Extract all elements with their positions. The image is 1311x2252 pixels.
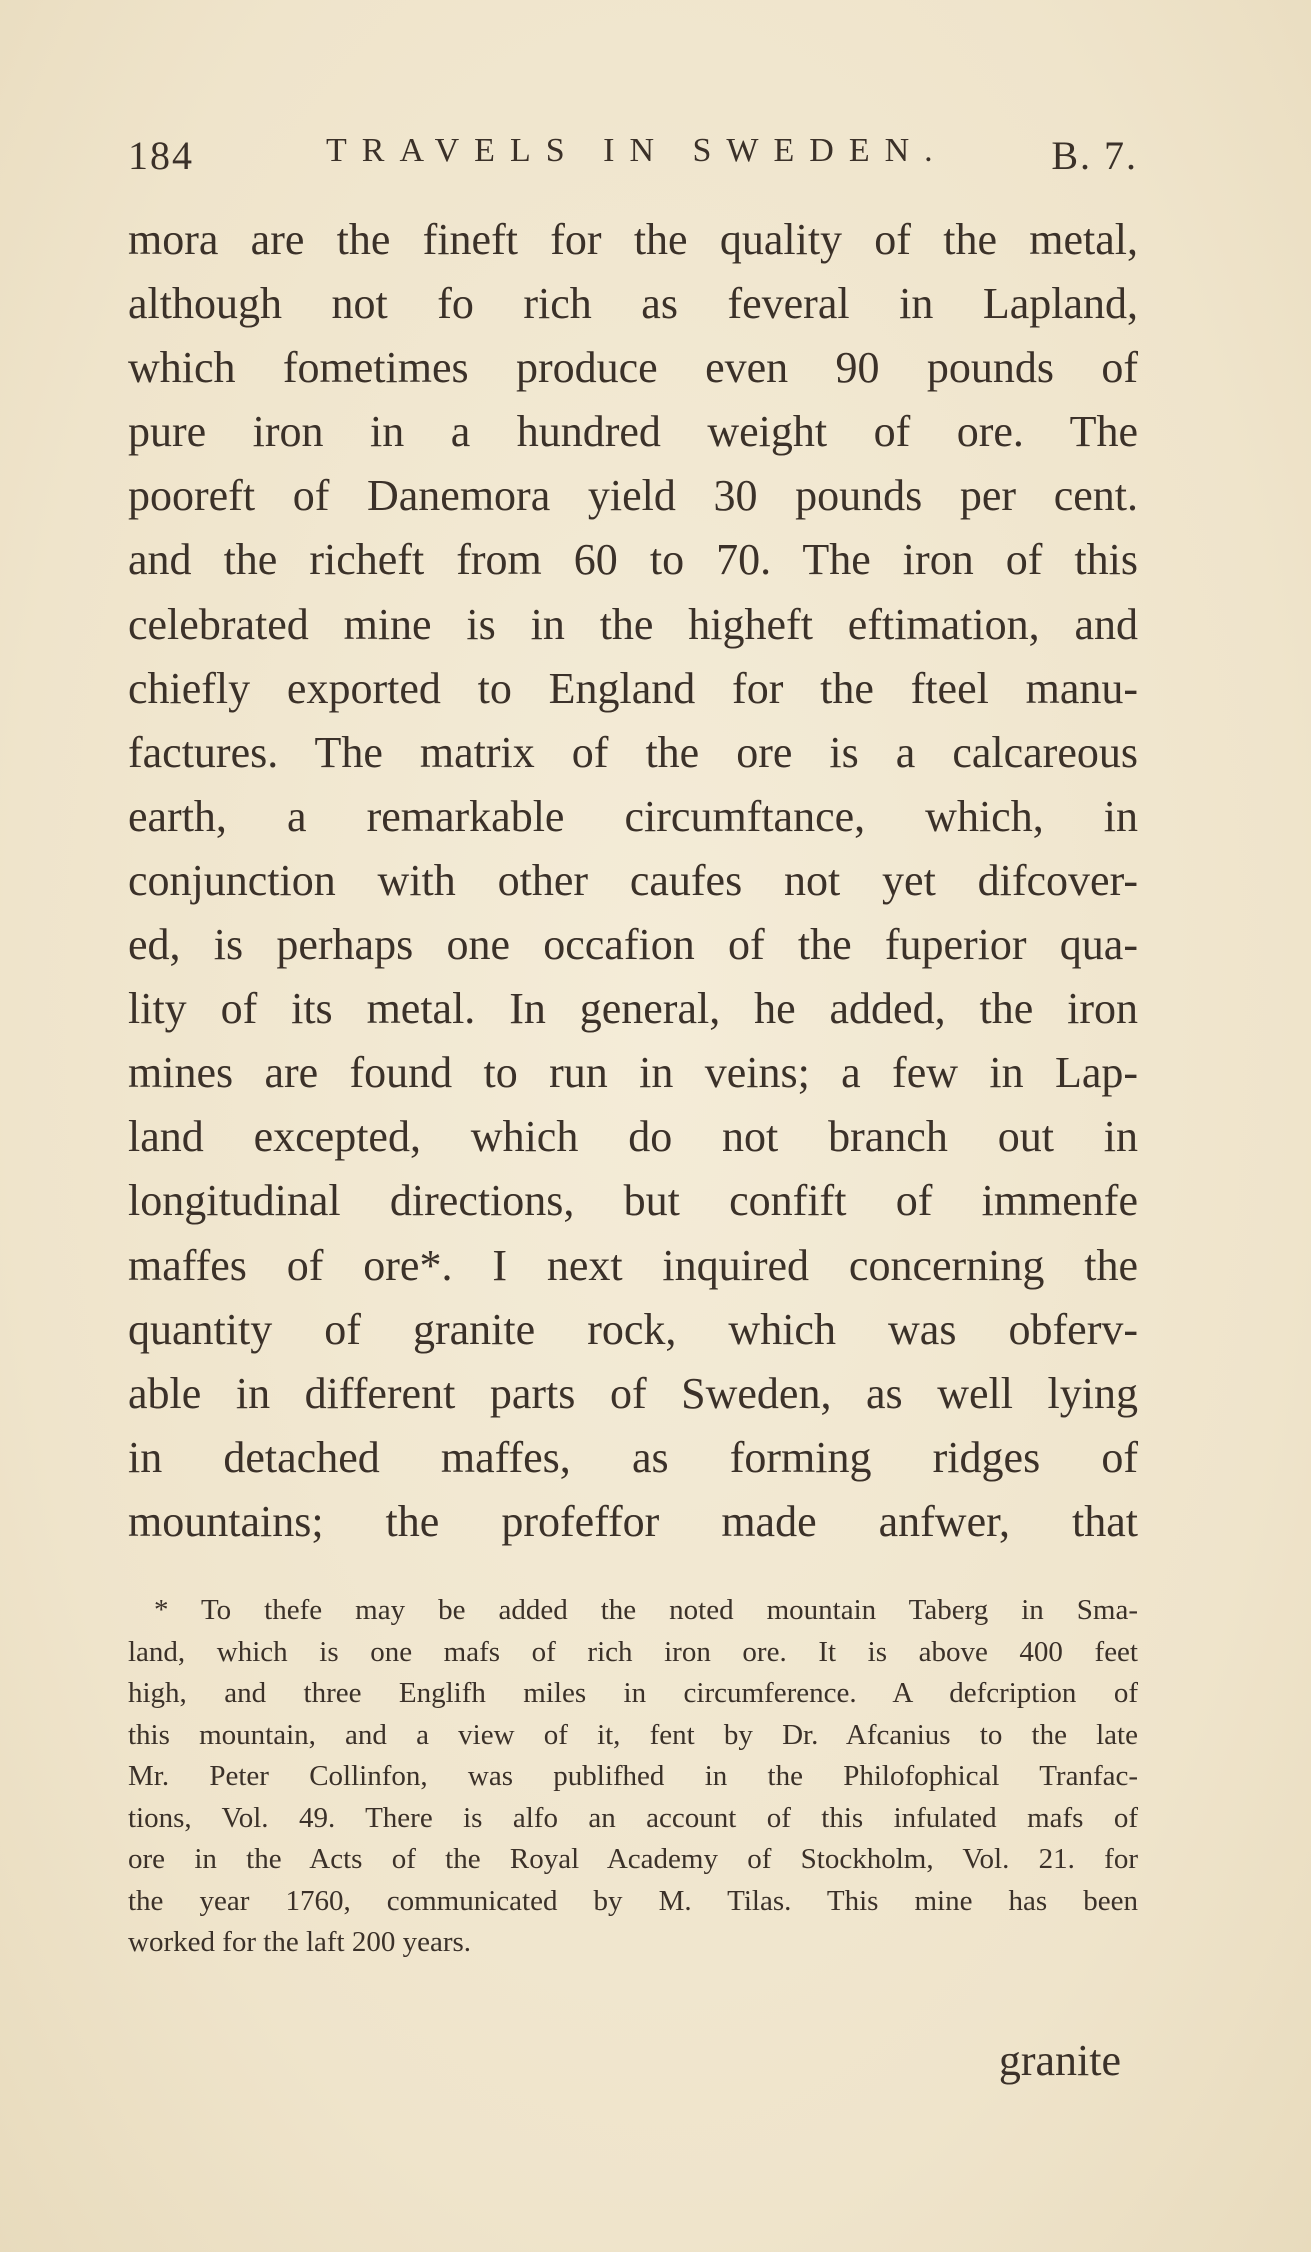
footnote-line: * To thefe may be added the noted mountain Taberg in Sma- [154, 1594, 1138, 1626]
footnote-line: ore in the Acts of the Royal Academy of Stockholm, Vol. 21. for [128, 1843, 1138, 1875]
text-line: celebrated mine is in the higheft eftimation, and [128, 599, 1138, 649]
footnote-line: worked for the laft 200 years. [128, 1926, 472, 1958]
book-reference: B. 7. [1051, 133, 1138, 178]
page-header [128, 132, 1138, 192]
text-line: longitudinal directions, but confift of immenfe [128, 1176, 1138, 1226]
footnote [128, 1590, 1138, 1964]
footnote-line: high, and three Englifh miles in circumference. A defcription of [128, 1677, 1138, 1709]
text-line: quantity of granite rock, which was obferv- [128, 1304, 1138, 1354]
text-line: land excepted, which do not branch out in [128, 1112, 1138, 1162]
body-text [128, 208, 1138, 1554]
text-line: which fometimes produce even 90 pounds of [128, 343, 1138, 393]
text-line: maffes of ore*. I next inquired concerning the [128, 1240, 1138, 1290]
text-line: chiefly exported to England for the fteel manu- [128, 663, 1138, 713]
text-line: in detached maffes, as forming ridges of [128, 1432, 1138, 1482]
footnote-line: land, which is one mafs of rich iron ore. It is above 400 feet [128, 1635, 1138, 1668]
footnote-line: Mr. Peter Collinfon, was publifhed in the Philofophical Tranfac- [128, 1760, 1138, 1792]
text-line: able in different parts of Sweden, as well lying [128, 1368, 1138, 1418]
text-line: factures. The matrix of the ore is a calcareous [128, 727, 1138, 777]
text-line: mines are found to run in veins; a few in Lap- [128, 1048, 1138, 1098]
footnote-line: this mountain, and a view of it, fent by Dr. Afcanius to the late [128, 1718, 1138, 1751]
text-line: lity of its metal. In general, he added, the iron [128, 984, 1138, 1034]
catchword: granite [998, 2036, 1121, 2085]
text-line: pooreft of Danemora yield 30 pounds per cent. [128, 471, 1138, 521]
text-line: mora are the fineft for the quality of the metal, [128, 215, 1138, 264]
page-number: 184 [128, 133, 194, 178]
text-line: earth, a remarkable circumftance, which, in [128, 791, 1138, 841]
footnote-line: tions, Vol. 49. There is alfo an account of this infulated mafs of [128, 1801, 1138, 1834]
text-line: conjunction with other caufes not yet difcover- [128, 855, 1138, 905]
text-line: and the richeft from 60 to 70. The iron of this [128, 535, 1138, 585]
text-line: ed, is perhaps one occafion of the fuperior qua- [128, 920, 1138, 970]
text-line: pure iron in a hundred weight of ore. The [128, 407, 1138, 457]
text-line: although not fo rich as feveral in Lapland, [128, 279, 1138, 329]
text-line: mountains; the profeffor made anfwer, that [128, 1496, 1138, 1546]
running-title: TRAVELS IN SWEDEN. [326, 132, 948, 169]
footnote-line: the year 1760, communicated by M. Tilas. This mine has been [128, 1884, 1138, 1917]
